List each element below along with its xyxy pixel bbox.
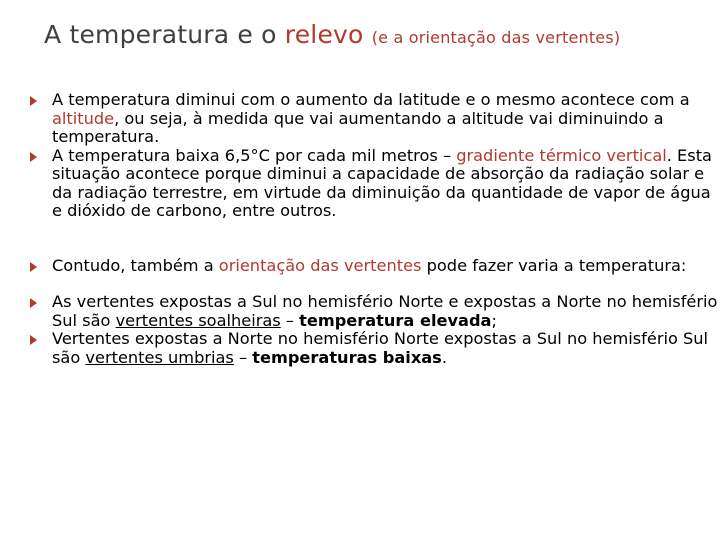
bullet-arrow-icon <box>30 298 37 308</box>
title-text: A temperatura e o <box>44 20 285 49</box>
keyword-orientation: orientação das vertentes <box>218 255 422 275</box>
keyword-altitude: altitude <box>52 108 115 128</box>
bullet-text: pode fazer varia a temperatura: <box>421 255 687 275</box>
keyword-gradient: gradiente térmico vertical <box>456 145 667 165</box>
bullet-item-gradient <box>30 147 720 221</box>
term-temperaturas-baixas: temperaturas baixas <box>252 347 442 367</box>
slide-title <box>44 20 620 49</box>
bullet-item-orientation <box>30 257 720 276</box>
bullet-arrow-icon <box>30 262 37 272</box>
bullet-text: – <box>280 310 300 330</box>
slide-body <box>30 91 720 367</box>
spacer <box>30 221 720 257</box>
bullet-text: Contudo, também a <box>52 255 219 275</box>
bullet-text: , ou seja, à medida que vai aumentando a altitude vai diminuindo a temperatura. <box>52 108 664 146</box>
bullet-text: . Esta situação acontece porque diminui a capacidade de absorção da radiação solar e da radiação terrestre, em virtude da diminuição da quantidade de vapor de água e dióxido de carbono, entre outros. <box>52 145 712 220</box>
spacer <box>30 275 720 293</box>
term-umbrias: vertentes umbrias <box>85 347 234 367</box>
bullet-text: As vertentes expostas a Sul no hemisfério Norte e expostas a Norte no hemisfério Sul são <box>52 292 718 330</box>
bullet-text: . <box>441 347 447 367</box>
term-temperatura-elevada: temperatura elevada <box>299 310 492 330</box>
bullet-text: A temperatura diminui com o aumento da latitude e o mesmo acontece com a <box>52 90 690 109</box>
bullet-arrow-icon <box>30 335 37 345</box>
bullet-item-umbrias <box>30 330 720 367</box>
term-soalheiras: vertentes soalheiras <box>115 310 281 330</box>
bullet-text: – <box>233 347 253 367</box>
bullet-arrow-icon <box>30 96 37 106</box>
bullet-text: A temperatura baixa 6,5°C por cada mil metros – <box>52 145 457 165</box>
bullet-text: ; <box>491 310 497 330</box>
bullet-arrow-icon <box>30 152 37 162</box>
bullet-item-soalheiras <box>30 293 720 330</box>
title-highlight: relevo <box>284 20 364 49</box>
title-subtitle: (e a orientação das vertentes) <box>371 28 621 47</box>
bullet-item-latitude <box>30 91 720 147</box>
bullet-text: Vertentes expostas a Norte no hemisfério Norte expostas a Sul no hemisfério Sul são <box>52 329 709 367</box>
